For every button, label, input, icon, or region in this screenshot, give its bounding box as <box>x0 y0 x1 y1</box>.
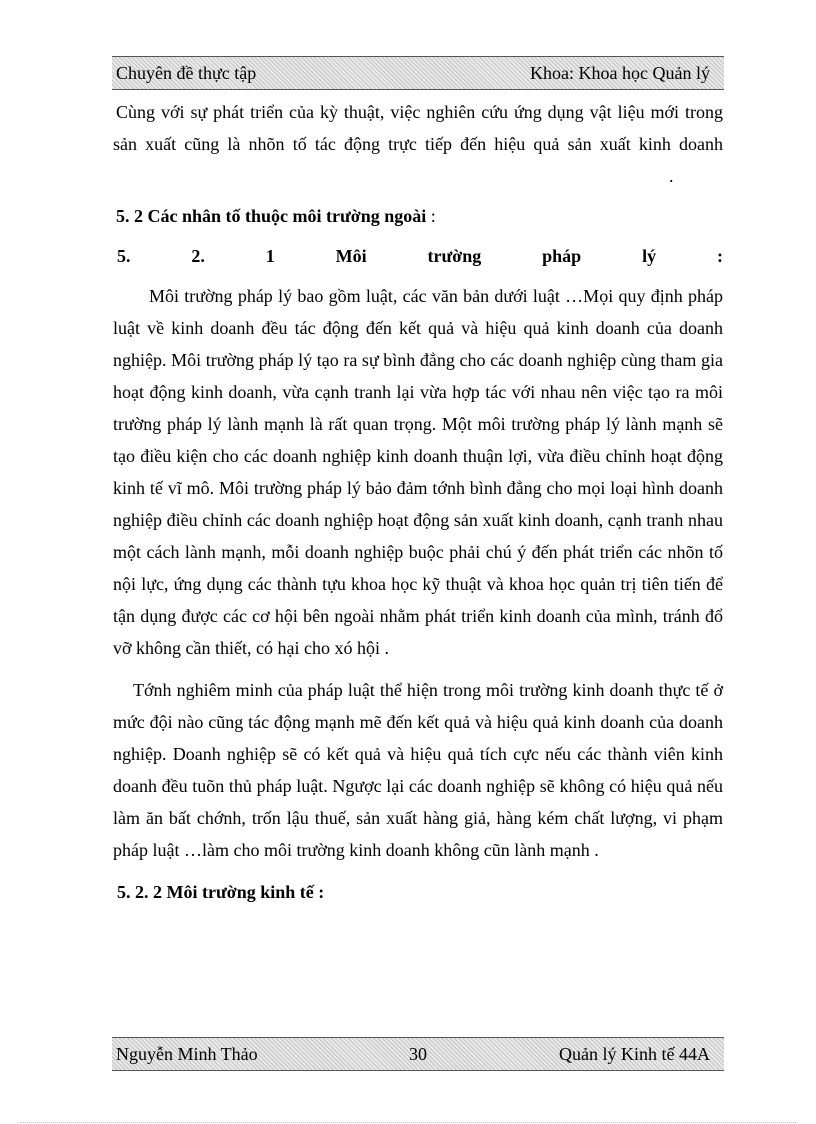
page-footer <box>112 1037 724 1071</box>
section-5-2-2-heading: 5. 2. 2 Môi trường kinh tế : <box>117 882 325 902</box>
intro-trailing-period: . <box>669 166 674 186</box>
heading-token: 1 <box>265 246 275 266</box>
intro-text: Cùng với sự phát triển của kỳ thuật, việc nghiên cứu ứng dụng vật liệu mới trong sản xuất cũng là nhõn tố tác động trực tiếp đến hiệu quả sản xuất kinh doanh <box>113 102 723 154</box>
page-body <box>113 96 723 908</box>
heading-token: pháp <box>542 246 582 266</box>
section-5-2-heading <box>116 200 723 232</box>
heading-token: lý <box>642 246 657 266</box>
heading-token: 5. <box>117 246 131 266</box>
footer-author: Nguyễn Minh Thảo <box>116 1043 258 1064</box>
heading-token: Môi <box>335 246 367 266</box>
footer-class: Quản lý Kinh tế 44A <box>559 1043 710 1064</box>
section-5-2-title: 5. 2 Các nhân tố thuộc môi trường ngoài <box>116 206 427 226</box>
header-course-title: Chuyên đề thực tập <box>116 62 257 83</box>
page-header <box>112 56 724 90</box>
legal-strictness-paragraph: Tớnh nghiêm minh của pháp luật thể hiện trong môi trường kinh doanh thực tế ở mức đội nào cũng tác động mạnh mẽ đến kết quả và hiệu quả kinh doanh của doanh nghiệp. Doanh nghiệp sẽ có kết quả và hiệu quả tích cực nếu các thành viên kinh doanh đều tuõn thủ pháp luật. Ngược lại các doanh nghiệp sẽ không có hiệu quả nếu làm ăn bất chớnh, trốn lậu thuế, sản xuất hàng giả, hàng kém chất lượng, vi phạm pháp luật …làm cho môi trường kinh doanh không cũn lành mạnh . <box>113 680 723 860</box>
footer-page-number: 30 <box>409 1043 427 1064</box>
section-5-2-suffix: : <box>426 206 436 226</box>
legal-environment-paragraph: Môi trường pháp lý bao gồm luật, các văn bản dưới luật …Mọi quy định pháp luật về kinh doanh đều tác động đến kết quả và hiệu quả kinh doanh của doanh nghiệp. Môi trường pháp lý tạo ra sự bình đẳng cho các doanh nghiệp cùng tham gia hoạt động kinh doanh, vừa cạnh tranh lại vừa hợp tác với nhau nên việc tạo ra môi trường pháp lý lành mạnh là rất quan trọng. Một môi trường pháp lý lành mạnh sẽ tạo điều kiện cho các doanh nghiệp kinh doanh thuận lợi, vừa điều chỉnh hoạt động kinh tế vĩ mô. Môi trường pháp lý bảo đảm tớnh bình đẳng cho mọi loại hình doanh nghiệp điều chỉnh các doanh nghiệp hoạt động sản xuất kinh doanh, cạnh tranh nhau một cách lành mạnh, mỗi doanh nghiệp buộc phải chú ý đến phát triển các nhõn tố nội lực, ứng dụng các thành tựu khoa học kỹ thuật và khoa học quản trị tiên tiến để tận dụng được các cơ hội bên ngoài nhằm phát triển kinh doanh của mình, tránh đổ vỡ không cần thiết, có hại cho xó hội . <box>113 286 723 658</box>
heading-token: trường <box>427 246 482 266</box>
heading-token: : <box>716 246 723 266</box>
header-faculty: Khoa: Khoa học Quản lý <box>530 62 710 83</box>
section-5-2-1-heading <box>113 240 723 272</box>
heading-token: 2. <box>191 246 205 266</box>
intro-paragraph <box>113 96 723 192</box>
